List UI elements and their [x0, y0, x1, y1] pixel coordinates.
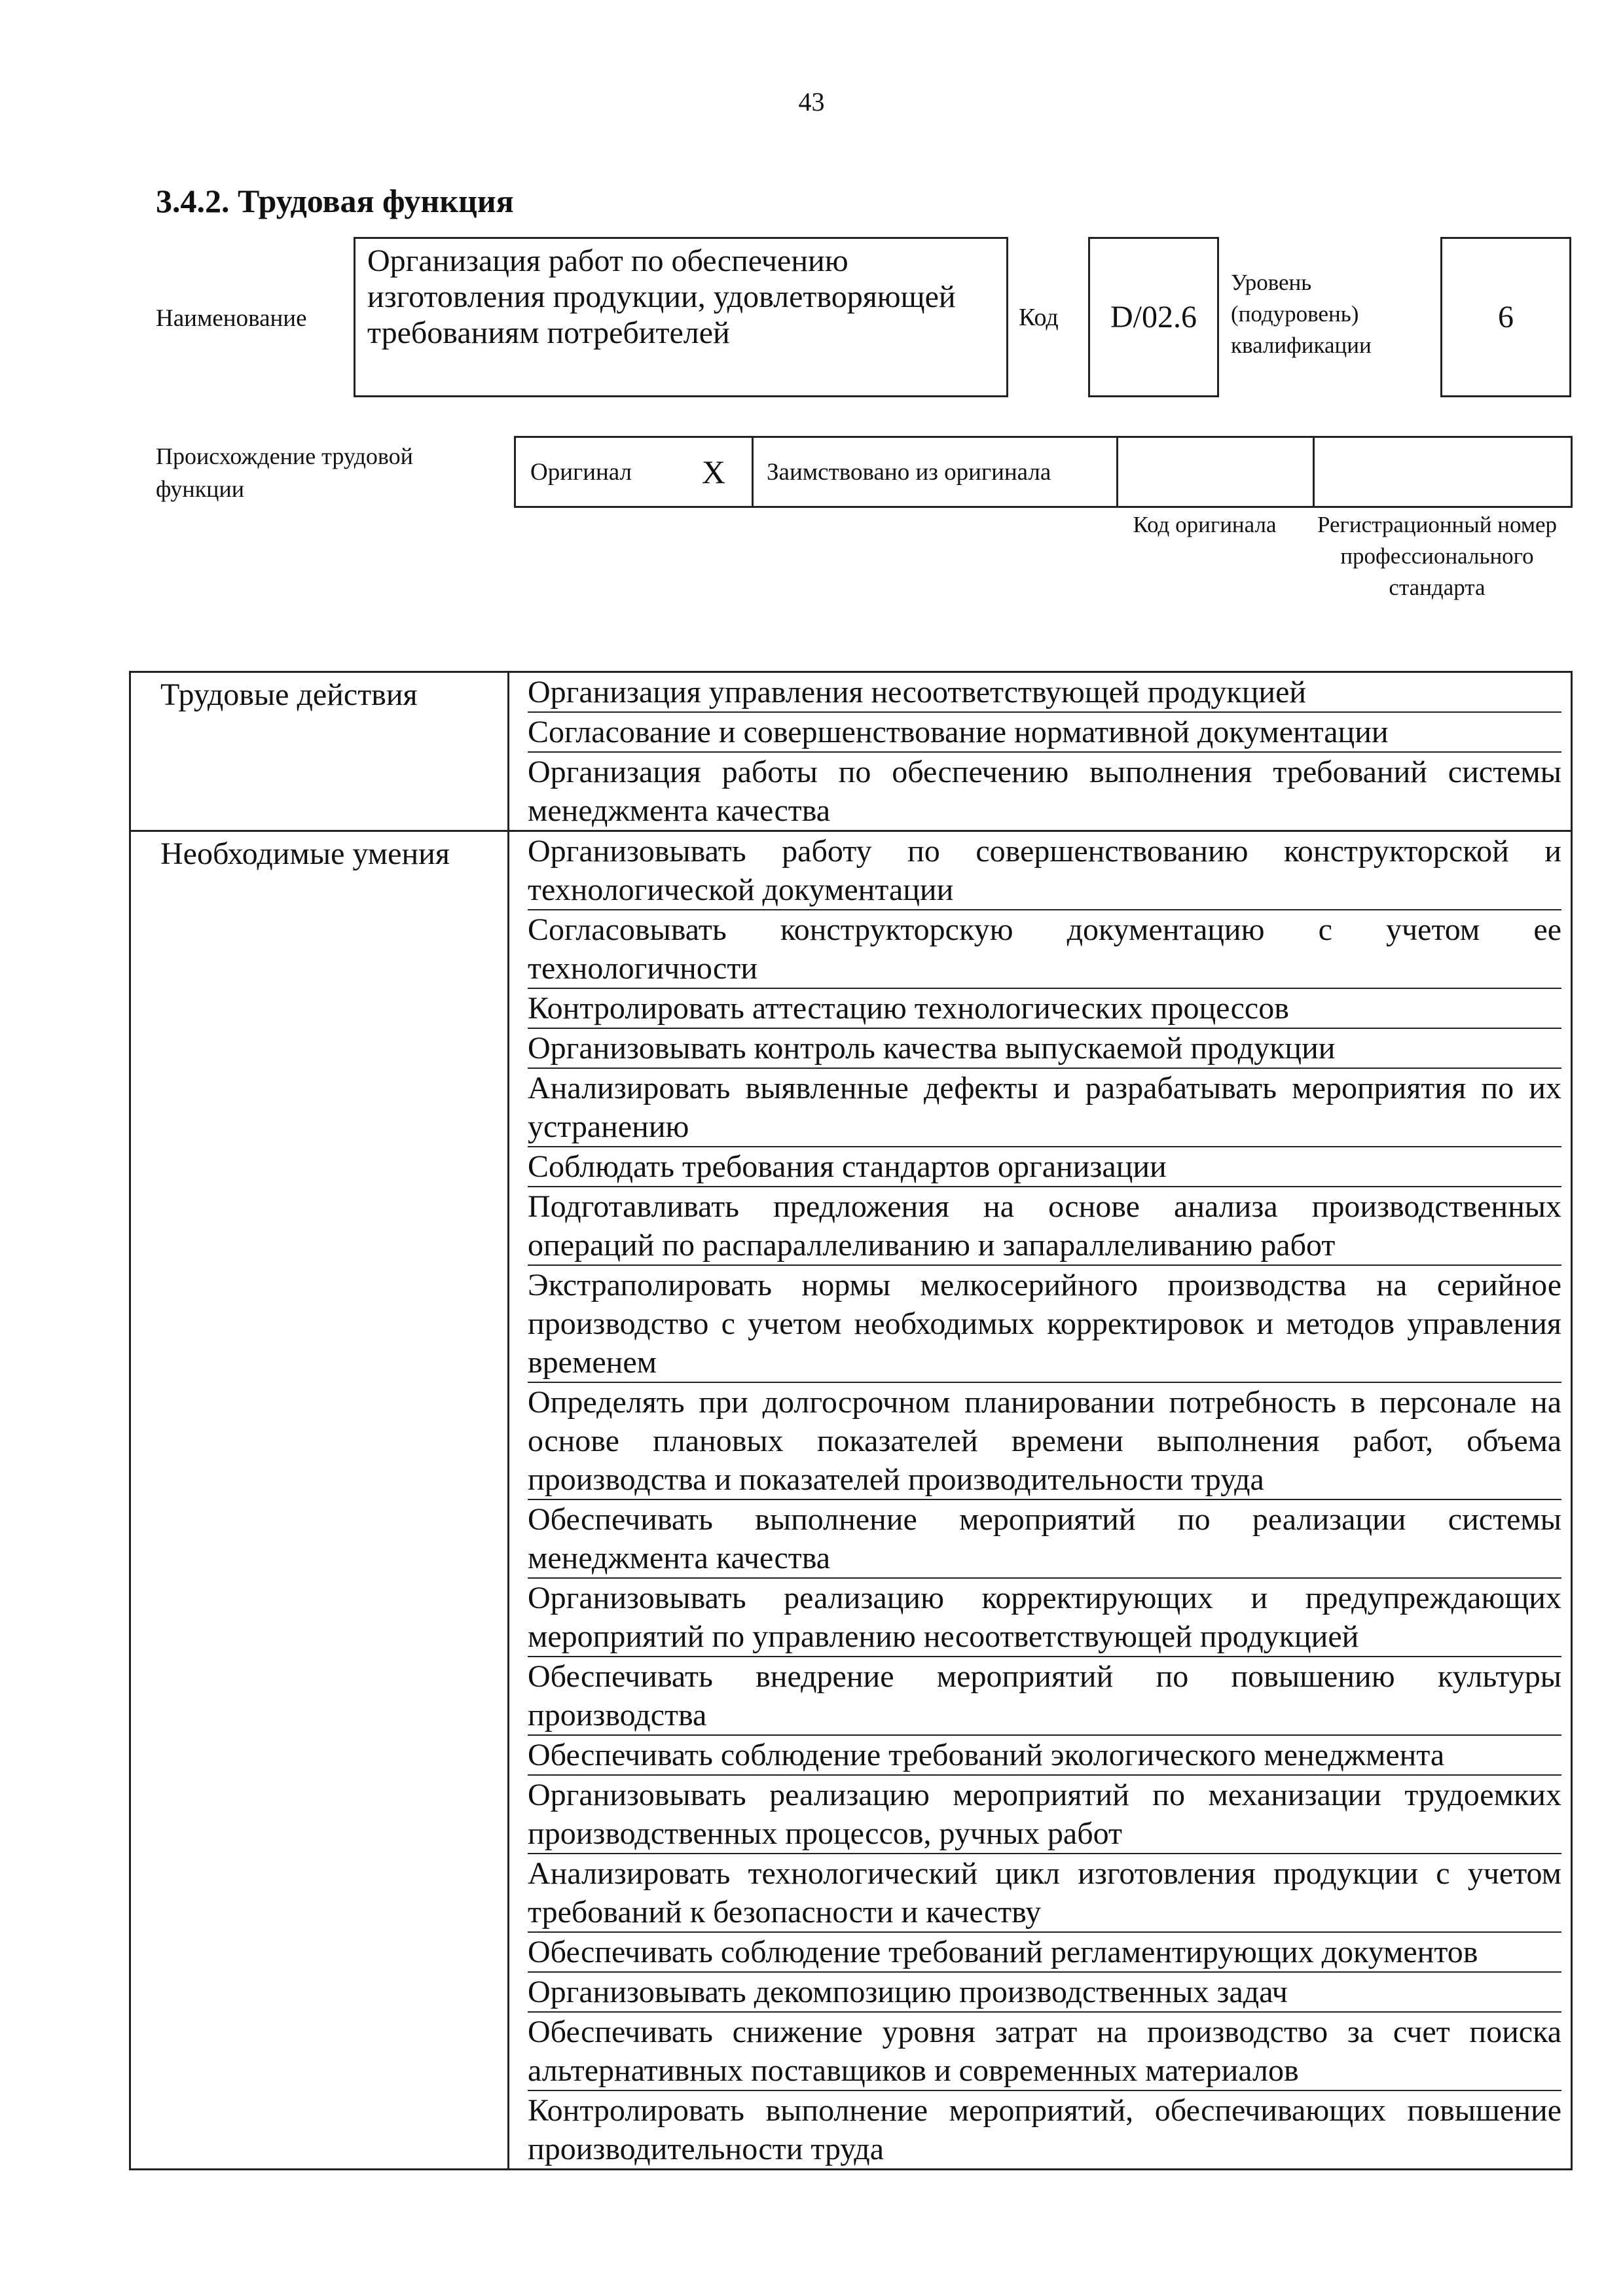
origin-original-cell — [514, 438, 752, 506]
code-original-label: Код оригинала — [1133, 512, 1277, 537]
table-row: Организовывать реализацию корректирующих и предупреждающих мероприятий по управлению несоответствующей продукцией — [528, 1579, 1561, 1657]
functions-table — [129, 671, 1573, 2170]
table-row: Соблюдать требования стандартов организации — [528, 1147, 1561, 1187]
reg-number-label: Регистрационный номер профессионального стандарта — [1317, 512, 1558, 600]
table-row: Обеспечивать соблюдение требований экологического менеджмента — [528, 1736, 1561, 1776]
table-row: Организовывать декомпозицию производственных задач — [528, 1973, 1561, 2013]
table-row: Анализировать выявленные дефекты и разрабатывать мероприятия по их устранению — [528, 1069, 1561, 1147]
table-row: Анализировать технологический цикл изготовления продукции с учетом требований к безопасности и качеству — [528, 1854, 1561, 1933]
table-row: Организовывать работу по совершенствованию конструкторской и технологической документации — [528, 832, 1561, 910]
function-name-field: Организация работ по обеспечению изготовления продукции, удовлетворяющей требованиям потребителей — [354, 237, 1008, 397]
reg-number-cell — [1313, 438, 1573, 506]
table-row: Организовывать реализацию мероприятий по механизации трудоемких производственных процессов, ручных работ — [528, 1776, 1561, 1854]
origin-row — [514, 436, 1573, 508]
page-number: 43 — [798, 87, 825, 117]
code-value-field: D/02.6 — [1088, 237, 1219, 397]
table-row: Обеспечивать снижение уровня затрат на производство за счет поиска альтернативных поставщиков и современных материалов — [528, 2013, 1561, 2091]
table-row: Обеспечивать выполнение мероприятий по реализации системы менеджмента качества — [528, 1500, 1561, 1579]
table-row: Обеспечивать внедрение мероприятий по повышению культуры производства — [528, 1657, 1561, 1736]
table-row: Экстраполировать нормы мелкосерийного производства на серийное производство с учетом необходимых корректировок и методов управления временем — [528, 1266, 1561, 1383]
section-labor-actions — [131, 673, 1571, 832]
table-row: Контролировать выполнение мероприятий, обеспечивающих повышение производительности труда — [528, 2093, 1561, 2166]
origin-label: Происхождение трудовой функции — [156, 443, 413, 502]
table-row: Обеспечивать соблюдение требований регламентирующих документов — [528, 1933, 1561, 1973]
level-label: Уровень (подуровень) квалификации — [1231, 270, 1372, 358]
section-title: 3.4.2. Трудовая функция — [156, 183, 514, 219]
table-row: Организовывать контроль качества выпускаемой продукции — [528, 1029, 1561, 1069]
section-items — [509, 673, 1571, 830]
code-original-cell — [1116, 438, 1313, 506]
original-label: Оригинал — [530, 458, 632, 486]
table-row: Контролировать аттестацию технологических процессов — [528, 989, 1561, 1029]
section-items — [509, 832, 1571, 2168]
table-row: Согласование и совершенствование нормативной документации — [528, 713, 1561, 753]
table-row: Организация управления несоответствующей продукцией — [528, 673, 1561, 713]
table-row: Организация работы по обеспечению выполнения требований системы менеджмента качества — [528, 755, 1561, 828]
table-row: Согласовывать конструкторскую документацию с учетом ее технологичности — [528, 910, 1561, 989]
original-mark: X — [701, 454, 725, 490]
table-row: Подготавливать предложения на основе анализа производственных операций по распараллеливанию и запараллеливанию работ — [528, 1187, 1561, 1266]
level-value-field: 6 — [1440, 237, 1571, 397]
code-label: Код — [1019, 304, 1059, 331]
origin-borrowed-cell — [752, 438, 1116, 506]
table-row: Определять при долгосрочном планировании потребность в персонале на основе плановых показателей времени выполнения работ, объема производства и показателей производительности труда — [528, 1383, 1561, 1500]
name-label: Наименование — [156, 305, 307, 332]
section-required-skills — [131, 832, 1571, 2168]
borrowed-label: Заимствовано из оригинала — [767, 458, 1051, 486]
section-title-labor-actions: Трудовые действия — [131, 673, 509, 830]
section-title-required-skills: Необходимые умения — [131, 832, 509, 2168]
